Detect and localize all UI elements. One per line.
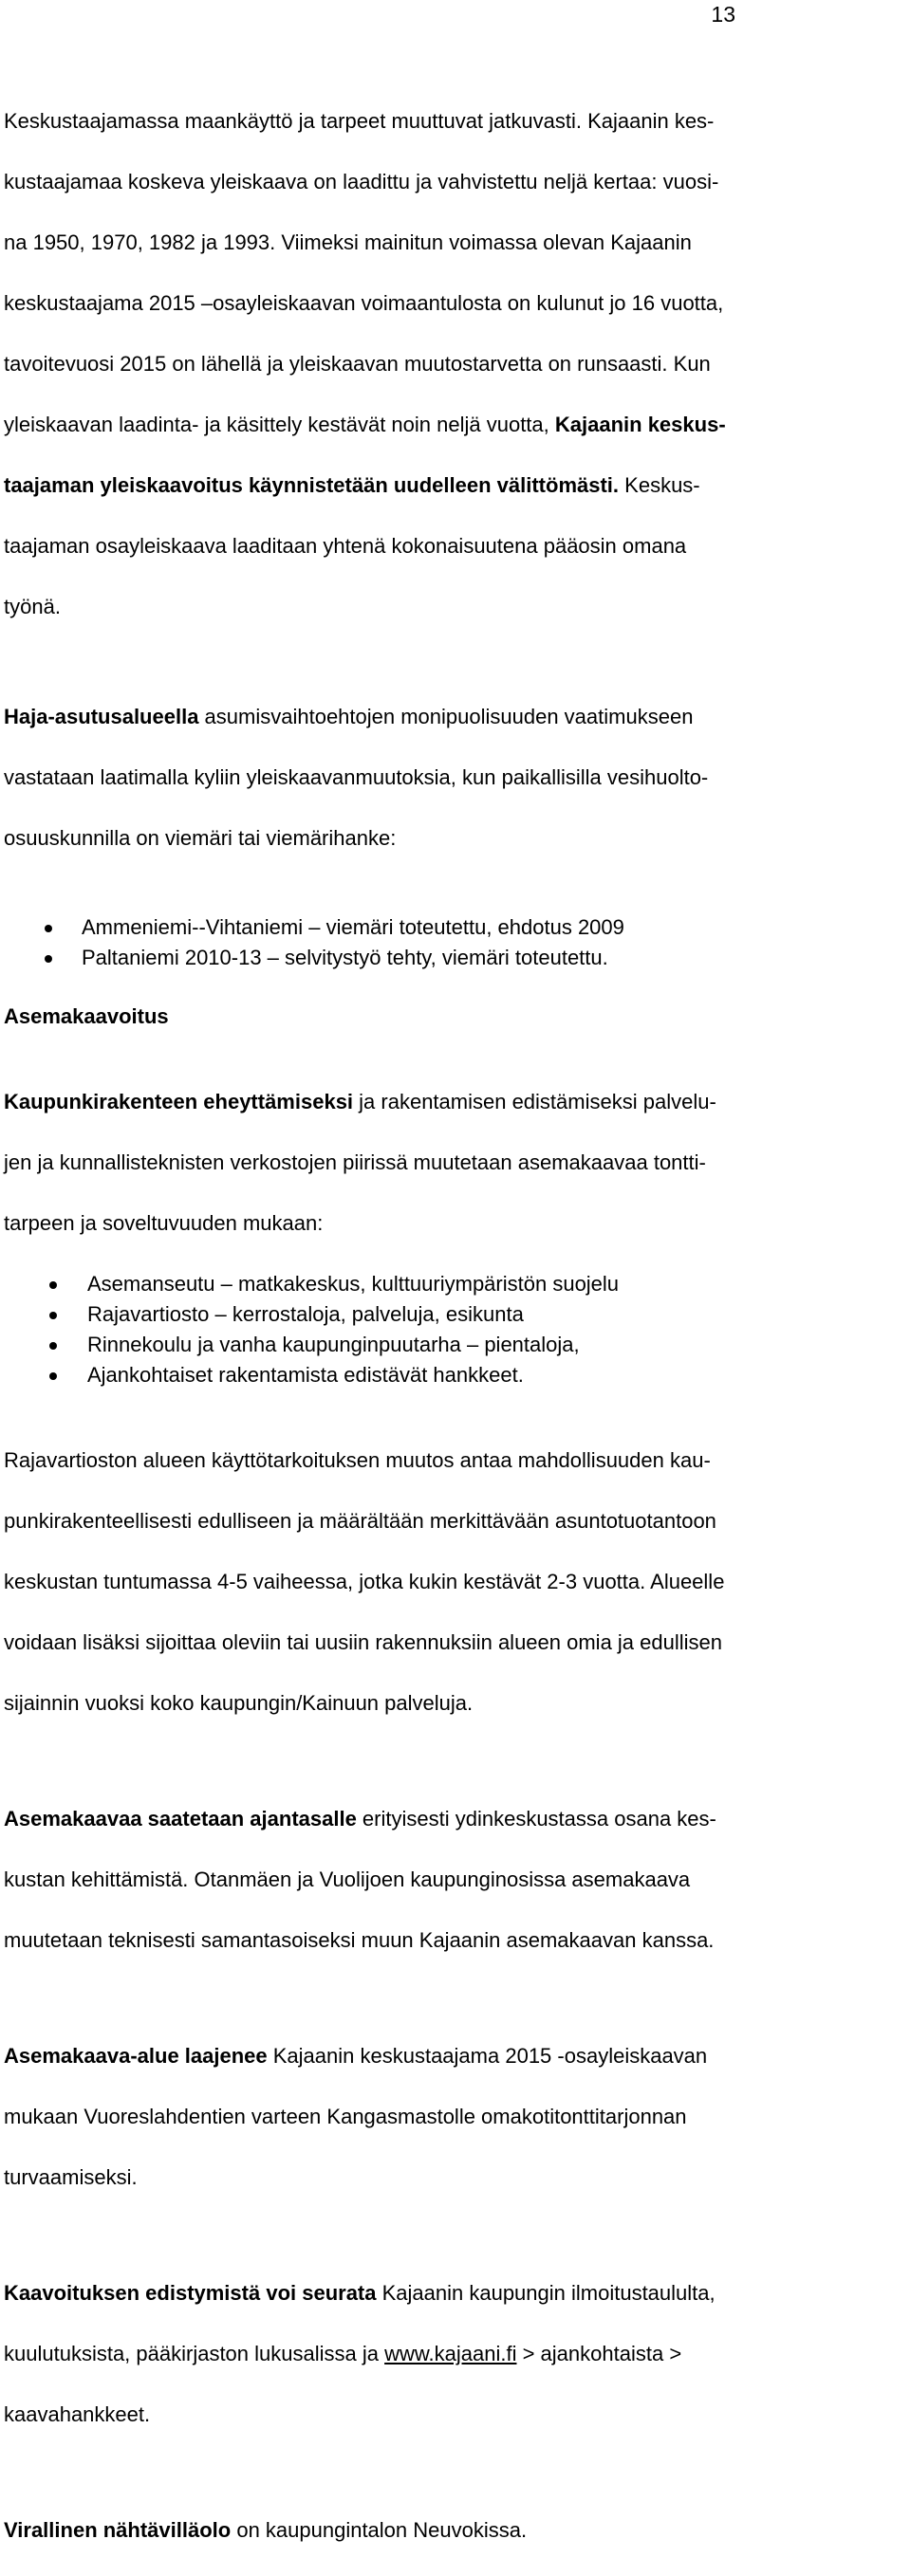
text-line: osuuskunnilla on viemäri tai viemärihanke:: [4, 826, 397, 850]
text-line: tarpeen ja soveltuvuuden mukaan:: [4, 1211, 324, 1235]
text-line: [4, 1804, 907, 1834]
bold-text: Kaupunkirakenteen eheyttämiseksi: [4, 1090, 354, 1113]
bullet-icon: [49, 1312, 57, 1319]
text-line: voidaan lisäksi sijoittaa oleviin tai uusiin rakennuksiin alueen omia ja edullisen: [4, 1630, 722, 1654]
list-item-text: Rinnekoulu ja vanha kaupunginpuutarha – pientaloja,: [87, 1333, 580, 1356]
paragraph-edistyminen: [4, 2248, 907, 2460]
bold-text: Asemakaavaa saatetaan ajantasalle: [4, 1807, 357, 1831]
bullet-icon: [49, 1281, 57, 1289]
text-line: punkirakenteellisesti edulliseen ja määrältään merkittävään asuntotuotantoon: [4, 1509, 716, 1533]
list-item-text: Rajavartiosto – kerrostaloja, palveluja, esikunta: [87, 1302, 524, 1326]
text-line: [4, 2278, 907, 2309]
text-run: Kajaanin keskustaajama 2015 -osayleiskaavan: [267, 2044, 708, 2068]
bullet-icon: [45, 925, 52, 932]
text-line: [4, 470, 907, 501]
text-line: muutetaan teknisesti samantasoiseksi muun Kajaanin asemakaavan kanssa.: [4, 1928, 715, 1952]
text-line: [4, 1087, 907, 1117]
list-item: [4, 912, 907, 943]
list-item: [4, 1269, 907, 1299]
text-line: vastataan laatimalla kyliin yleiskaavanmuutoksia, kun paikallisilla vesihuolto-: [4, 765, 709, 789]
text-run: kuulutuksista, pääkirjaston lukusalissa ja: [4, 2342, 385, 2365]
paragraph-rajavartiosto: [4, 1415, 907, 1749]
text-run: Keskus-: [619, 473, 700, 497]
text-run: Kajaanin kaupungin ilmoitustaululta,: [376, 2281, 716, 2305]
list-item-text: Ajankohtaiset rakentamista edistävät hankkeet.: [87, 1363, 524, 1387]
bold-text: Kaavoituksen edistymistä voi seurata: [4, 2281, 377, 2305]
text-run: > ajankohtaista >: [516, 2342, 682, 2365]
bullet-icon: [49, 1342, 57, 1350]
text-line: taajaman osayleiskaava laaditaan yhtenä kokonaisuutena pääosin omana: [4, 534, 687, 558]
paragraph-nahtavillaolo: [4, 2485, 907, 2576]
text-line: [4, 2515, 907, 2546]
bullet-list-kohteet: [4, 1269, 907, 1390]
text-line: kustan kehittämistä. Otanmäen ja Vuolijoen kaupunginosissa asemakaava: [4, 1868, 691, 1891]
text-line: kaavahankkeet.: [4, 2402, 151, 2426]
text-line: [4, 410, 907, 440]
text-run: yleiskaavan laadinta- ja käsittely kestävät noin neljä vuotta,: [4, 413, 555, 436]
text-line: mukaan Vuoreslahdentien varteen Kangasmastolle omakotitonttitarjonnan: [4, 2105, 687, 2128]
text-run: on kaupungintalon Neuvokissa.: [231, 2518, 528, 2542]
paragraph-eheyttaminen: [4, 1057, 907, 1269]
text-line: työnä.: [4, 595, 61, 618]
bullet-icon: [49, 1372, 57, 1380]
list-item-text: Ammeniemi--Vihtaniemi – viemäri toteutettu, ehdotus 2009: [82, 915, 624, 939]
text-line: [4, 2041, 907, 2071]
text-line: [4, 702, 907, 732]
paragraph-keskustaajama: [4, 76, 907, 653]
text-line: turvaamiseksi.: [4, 2165, 138, 2189]
text-line: jen ja kunnallisteknisten verkostojen piirissä muutetaan asemakaavaa tontti-: [4, 1150, 706, 1174]
list-item-text: Asemanseutu – matkakeskus, kulttuuriympäristön suojelu: [87, 1272, 620, 1296]
text-line: keskustan tuntumassa 4-5 vaiheessa, jotka kukin kestävät 2-3 vuotta. Alueelle: [4, 1570, 725, 1593]
list-item-text: Paltaniemi 2010-13 – selvitystyö tehty, viemäri toteutettu.: [82, 946, 608, 969]
text-run: erityisesti ydinkeskustassa osana kes-: [356, 1807, 716, 1831]
bold-text: Kajaanin keskus-: [554, 413, 726, 436]
paragraph-haja-asutus: [4, 672, 907, 884]
bold-text: Virallinen nähtävilläolo: [4, 2518, 232, 2542]
text-line: sijainnin vuoksi koko kaupungin/Kainuun palveluja.: [4, 1691, 474, 1715]
text-line: kustaajamaa koskeva yleiskaava on laadittu ja vahvistettu neljä kertaa: vuosi-: [4, 170, 719, 193]
text-line: [4, 2339, 907, 2369]
bullet-icon: [45, 955, 52, 963]
list-item: [4, 943, 907, 973]
bold-text: Haja-asutusalueella: [4, 705, 199, 728]
page-number: 13: [711, 2, 735, 27]
text-line: Rajavartioston alueen käyttötarkoituksen muutos antaa mahdollisuuden kau-: [4, 1448, 711, 1472]
text-run: asumisvaihtoehtojen monipuolisuuden vaatimukseen: [198, 705, 694, 728]
text-line: na 1950, 1970, 1982 ja 1993. Viimeksi mainitun voimassa olevan Kajaanin: [4, 230, 692, 254]
list-item: [4, 1299, 907, 1330]
text-run: ja rakentamisen edistämiseksi palvelu-: [353, 1090, 716, 1113]
text-line: tavoitevuosi 2015 on lähellä ja yleiskaavan muutostarvetta on runsaasti. Kun: [4, 352, 711, 376]
document-body: [4, 76, 907, 2576]
section-heading: Asemakaavoitus: [4, 1004, 169, 1028]
text-line: Keskustaajamassa maankäyttö ja tarpeet muuttuvat jatkuvasti. Kajaanin kes-: [4, 109, 715, 133]
paragraph-laajenee: [4, 2011, 907, 2223]
paragraph-ajantasalle: [4, 1774, 907, 1986]
text-line: keskustaajama 2015 –osayleiskaavan voimaantulosta on kulunut jo 16 vuotta,: [4, 291, 724, 315]
bold-text: Asemakaava-alue laajenee: [4, 2044, 268, 2068]
list-item: [4, 1360, 907, 1390]
bold-text: taajaman yleiskaavoitus käynnistetään uudelleen välittömästi.: [4, 473, 620, 497]
list-item: [4, 1330, 907, 1360]
bullet-list-viemarit: [4, 912, 907, 973]
kajaani-website-link[interactable]: www.kajaani.fi: [384, 2342, 517, 2365]
